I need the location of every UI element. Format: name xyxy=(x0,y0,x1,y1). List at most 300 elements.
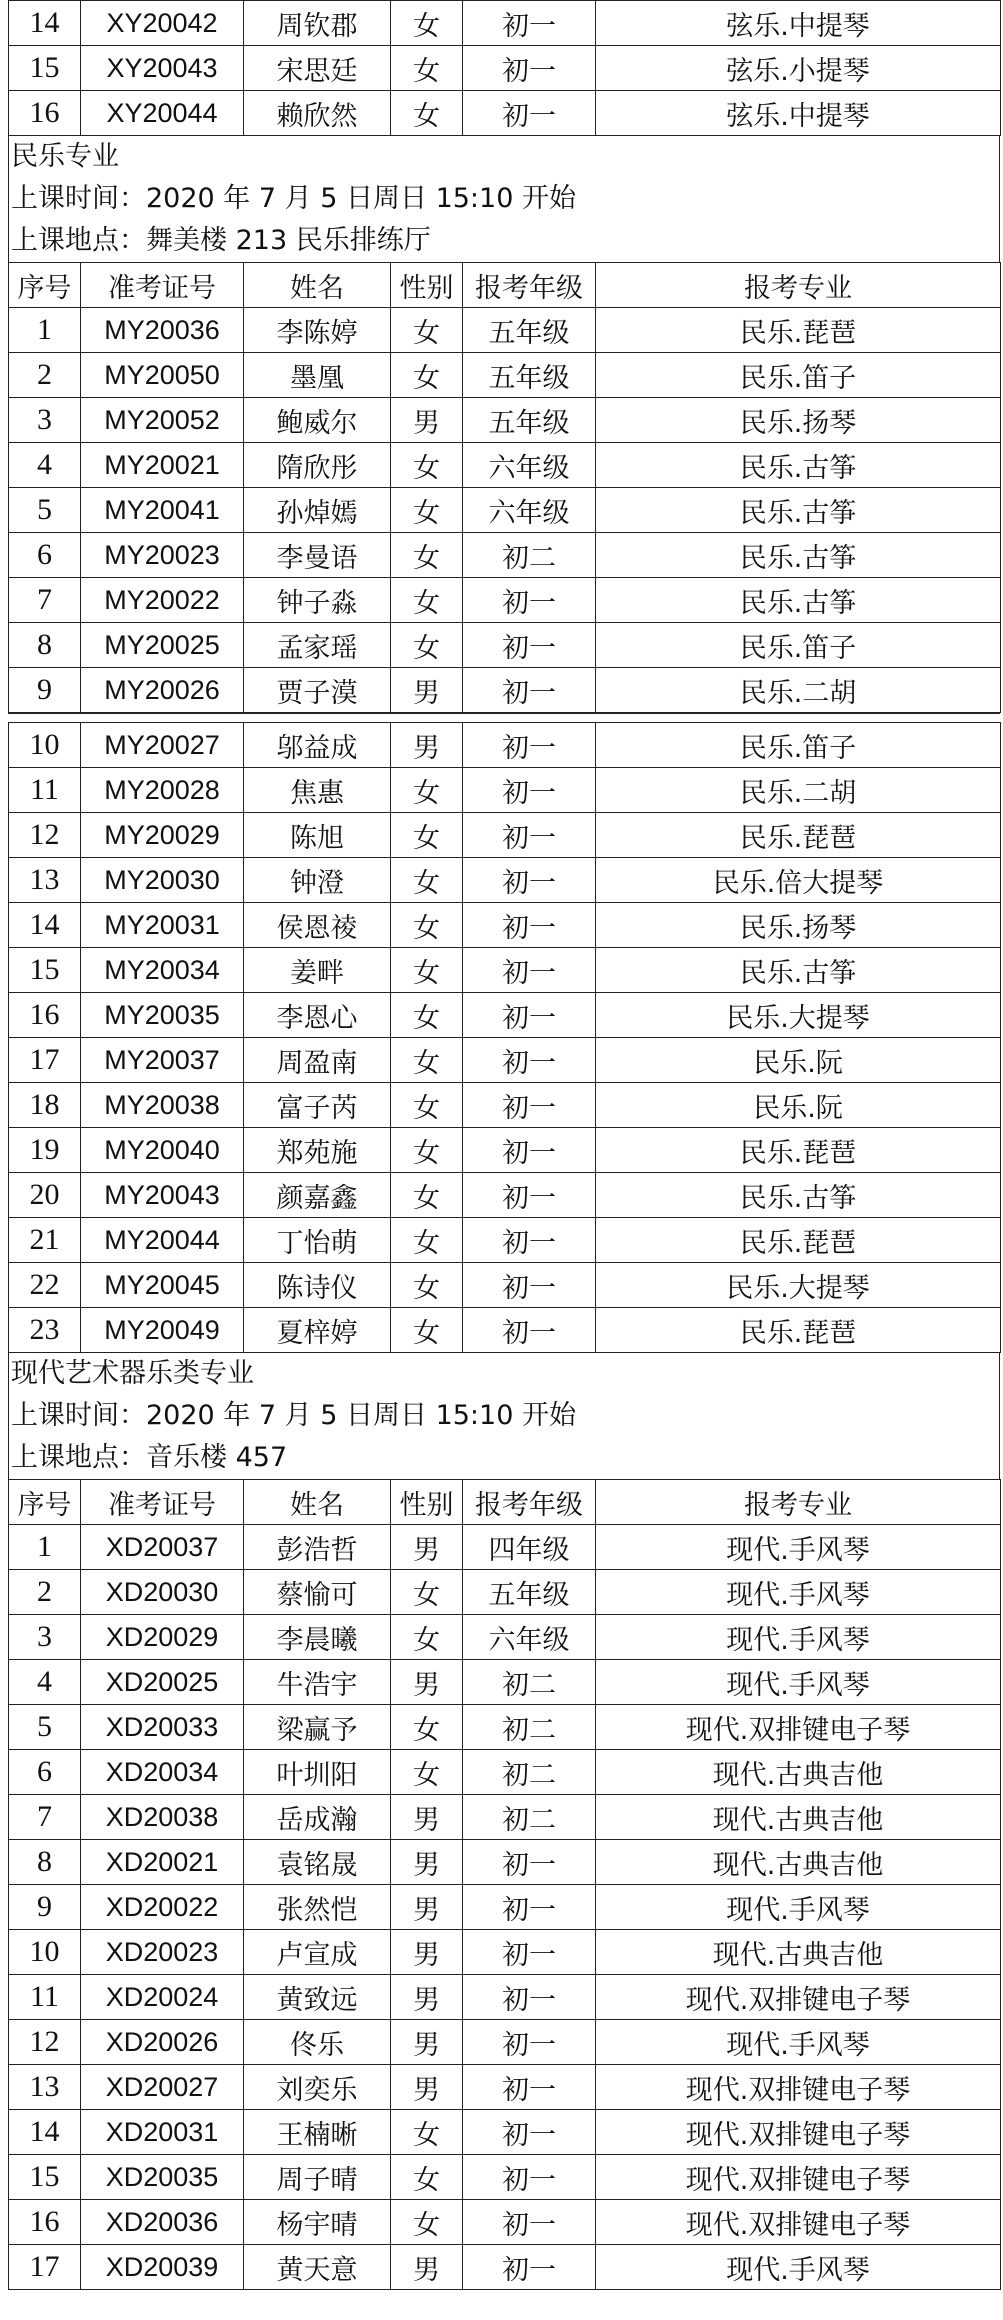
exam-id: MY20050 xyxy=(81,353,244,398)
grade: 初一 xyxy=(463,813,596,858)
student-name: 钟澄 xyxy=(244,858,391,903)
gender: 女 xyxy=(391,533,463,578)
table-row xyxy=(9,91,1001,136)
exam-id: MY20037 xyxy=(81,1038,244,1083)
table-row xyxy=(9,46,1001,91)
gender: 男 xyxy=(391,2020,463,2065)
gender: 女 xyxy=(391,2110,463,2155)
major: 现代.手风琴 xyxy=(596,1885,1001,1930)
gender: 女 xyxy=(391,2155,463,2200)
gender: 女 xyxy=(391,993,463,1038)
row-index: 22 xyxy=(9,1263,81,1308)
exam-id: XD20035 xyxy=(81,2155,244,2200)
student-name: 墨凰 xyxy=(244,353,391,398)
exam-id: MY20045 xyxy=(81,1263,244,1308)
gender: 男 xyxy=(391,1885,463,1930)
exam-id: XD20036 xyxy=(81,2200,244,2245)
exam-id: XD20026 xyxy=(81,2020,244,2065)
row-index: 14 xyxy=(9,903,81,948)
roster-document xyxy=(8,0,1000,2290)
student-name: 孟家瑶 xyxy=(244,623,391,668)
student-name: 蔡愉可 xyxy=(244,1570,391,1615)
grade: 初一 xyxy=(463,993,596,1038)
table-row xyxy=(9,1263,1001,1308)
major: 民乐.琵琶 xyxy=(596,813,1001,858)
major: 民乐.大提琴 xyxy=(596,1263,1001,1308)
exam-id: XY20043 xyxy=(81,46,244,91)
student-name: 鲍威尔 xyxy=(244,398,391,443)
gender: 男 xyxy=(391,398,463,443)
grade: 初一 xyxy=(463,1,596,46)
major: 民乐.笛子 xyxy=(596,623,1001,668)
exam-id: MY20036 xyxy=(81,308,244,353)
table-row xyxy=(9,1173,1001,1218)
major: 现代.双排键电子琴 xyxy=(596,1975,1001,2020)
row-index: 17 xyxy=(9,1038,81,1083)
grade: 初一 xyxy=(463,46,596,91)
exam-id: XY20042 xyxy=(81,1,244,46)
row-index: 8 xyxy=(9,623,81,668)
major: 民乐.笛子 xyxy=(596,723,1001,768)
major: 民乐.古筝 xyxy=(596,443,1001,488)
grade: 初一 xyxy=(463,1128,596,1173)
grade: 初一 xyxy=(463,1038,596,1083)
gender: 女 xyxy=(391,813,463,858)
row-index: 9 xyxy=(9,668,81,713)
major: 现代.手风琴 xyxy=(596,2245,1001,2290)
gender: 女 xyxy=(391,1750,463,1795)
row-index: 4 xyxy=(9,443,81,488)
gender: 女 xyxy=(391,768,463,813)
exam-id: XD20023 xyxy=(81,1930,244,1975)
major: 弦乐.中提琴 xyxy=(596,91,1001,136)
section-info-modern xyxy=(8,1353,1000,1479)
student-name: 隋欣彤 xyxy=(244,443,391,488)
major: 民乐.倍大提琴 xyxy=(596,858,1001,903)
major: 现代.双排键电子琴 xyxy=(596,2200,1001,2245)
major: 民乐.古筝 xyxy=(596,1173,1001,1218)
grade: 初一 xyxy=(463,768,596,813)
row-index: 3 xyxy=(9,398,81,443)
major: 民乐.笛子 xyxy=(596,353,1001,398)
row-index: 7 xyxy=(9,1795,81,1840)
student-name: 侯恩祾 xyxy=(244,903,391,948)
gender: 女 xyxy=(391,1218,463,1263)
exam-id: MY20021 xyxy=(81,443,244,488)
major: 民乐.琵琶 xyxy=(596,308,1001,353)
table-row xyxy=(9,623,1001,668)
major: 现代.手风琴 xyxy=(596,1660,1001,1705)
gender: 女 xyxy=(391,578,463,623)
header-major: 报考专业 xyxy=(596,263,1001,308)
class-time: 上课时间：2020 年 7 月 5 日周日 15:10 开始 xyxy=(11,1400,576,1431)
row-index: 13 xyxy=(9,2065,81,2110)
table-row xyxy=(9,2065,1001,2110)
major: 现代.双排键电子琴 xyxy=(596,2065,1001,2110)
gender: 女 xyxy=(391,1083,463,1128)
table-row xyxy=(9,1660,1001,1705)
major: 现代.古典吉他 xyxy=(596,1750,1001,1795)
row-index: 9 xyxy=(9,1885,81,1930)
grade: 初一 xyxy=(463,2155,596,2200)
student-name: 杨宇晴 xyxy=(244,2200,391,2245)
student-name: 颜嘉鑫 xyxy=(244,1173,391,1218)
grade: 初一 xyxy=(463,948,596,993)
table-row xyxy=(9,1218,1001,1263)
table-row xyxy=(9,2245,1001,2290)
major: 民乐.古筝 xyxy=(596,948,1001,993)
grade: 初二 xyxy=(463,1750,596,1795)
grade: 初一 xyxy=(463,1840,596,1885)
major: 现代.双排键电子琴 xyxy=(596,1705,1001,1750)
grade: 初一 xyxy=(463,1975,596,2020)
student-name: 佟乐 xyxy=(244,2020,391,2065)
exam-id: XD20037 xyxy=(81,1525,244,1570)
exam-id: XD20024 xyxy=(81,1975,244,2020)
student-name: 王楠晰 xyxy=(244,2110,391,2155)
header-grade: 报考年级 xyxy=(463,1480,596,1525)
grade: 六年级 xyxy=(463,1615,596,1660)
exam-id: MY20027 xyxy=(81,723,244,768)
row-index: 4 xyxy=(9,1660,81,1705)
grade: 四年级 xyxy=(463,1525,596,1570)
class-location: 上课地点：音乐楼 457 xyxy=(11,1442,288,1473)
major: 现代.古典吉他 xyxy=(596,1930,1001,1975)
row-index: 21 xyxy=(9,1218,81,1263)
student-name: 富子芮 xyxy=(244,1083,391,1128)
gender: 男 xyxy=(391,1930,463,1975)
exam-id: XD20033 xyxy=(81,1705,244,1750)
gender: 女 xyxy=(391,1128,463,1173)
exam-id: MY20026 xyxy=(81,668,244,713)
major: 现代.双排键电子琴 xyxy=(596,2110,1001,2155)
student-name: 周子晴 xyxy=(244,2155,391,2200)
table-row xyxy=(9,858,1001,903)
header-name: 姓名 xyxy=(244,263,391,308)
student-name: 李恩心 xyxy=(244,993,391,1038)
table-row xyxy=(9,1308,1001,1353)
table-row xyxy=(9,903,1001,948)
table-row xyxy=(9,1083,1001,1128)
student-name: 叶圳阳 xyxy=(244,1750,391,1795)
student-name: 黄天意 xyxy=(244,2245,391,2290)
major: 民乐.二胡 xyxy=(596,668,1001,713)
gender: 男 xyxy=(391,668,463,713)
grade: 初一 xyxy=(463,1218,596,1263)
student-name: 孙焯嫣 xyxy=(244,488,391,533)
grade: 初一 xyxy=(463,668,596,713)
table-row xyxy=(9,308,1001,353)
header-major: 报考专业 xyxy=(596,1480,1001,1525)
student-name: 邬益成 xyxy=(244,723,391,768)
student-name: 李陈婷 xyxy=(244,308,391,353)
folk-table xyxy=(8,262,1001,713)
exam-id: MY20030 xyxy=(81,858,244,903)
exam-id: MY20023 xyxy=(81,533,244,578)
major: 民乐.琵琶 xyxy=(596,1128,1001,1173)
major: 弦乐.中提琴 xyxy=(596,1,1001,46)
grade: 初一 xyxy=(463,1885,596,1930)
grade: 初一 xyxy=(463,903,596,948)
grade: 初一 xyxy=(463,91,596,136)
grade: 初一 xyxy=(463,2065,596,2110)
grade: 六年级 xyxy=(463,488,596,533)
header-exam-id: 准考证号 xyxy=(81,1480,244,1525)
row-index: 2 xyxy=(9,1570,81,1615)
exam-id: MY20038 xyxy=(81,1083,244,1128)
gender: 女 xyxy=(391,1,463,46)
table-row xyxy=(9,1930,1001,1975)
student-name: 刘奕乐 xyxy=(244,2065,391,2110)
grade: 初一 xyxy=(463,1173,596,1218)
row-index: 10 xyxy=(9,723,81,768)
student-name: 宋思廷 xyxy=(244,46,391,91)
gender: 女 xyxy=(391,903,463,948)
exam-id: MY20022 xyxy=(81,578,244,623)
page-gap xyxy=(8,713,1000,722)
grade: 五年级 xyxy=(463,353,596,398)
student-name: 郑苑施 xyxy=(244,1128,391,1173)
grade: 初一 xyxy=(463,623,596,668)
student-name: 贾子漠 xyxy=(244,668,391,713)
table-row xyxy=(9,1840,1001,1885)
row-index: 16 xyxy=(9,993,81,1038)
student-name: 赖欣然 xyxy=(244,91,391,136)
gender: 女 xyxy=(391,1308,463,1353)
table-row xyxy=(9,1795,1001,1840)
student-name: 李晨曦 xyxy=(244,1615,391,1660)
major: 民乐.扬琴 xyxy=(596,398,1001,443)
exam-id: XD20029 xyxy=(81,1615,244,1660)
row-index: 1 xyxy=(9,1525,81,1570)
exam-id: XD20021 xyxy=(81,1840,244,1885)
exam-id: MY20052 xyxy=(81,398,244,443)
row-index: 16 xyxy=(9,91,81,136)
exam-id: MY20041 xyxy=(81,488,244,533)
table-row xyxy=(9,578,1001,623)
gender: 女 xyxy=(391,46,463,91)
major: 民乐.阮 xyxy=(596,1038,1001,1083)
row-index: 15 xyxy=(9,948,81,993)
major: 现代.手风琴 xyxy=(596,1615,1001,1660)
major: 现代.双排键电子琴 xyxy=(596,2155,1001,2200)
row-index: 14 xyxy=(9,1,81,46)
row-index: 1 xyxy=(9,308,81,353)
grade: 初一 xyxy=(463,2110,596,2155)
row-index: 15 xyxy=(9,2155,81,2200)
student-name: 卢宣成 xyxy=(244,1930,391,1975)
major: 民乐.琵琶 xyxy=(596,1308,1001,1353)
grade: 初二 xyxy=(463,533,596,578)
header-exam-id: 准考证号 xyxy=(81,263,244,308)
student-name: 陈诗仪 xyxy=(244,1263,391,1308)
exam-id: XD20034 xyxy=(81,1750,244,1795)
row-index: 15 xyxy=(9,46,81,91)
major: 民乐.古筝 xyxy=(596,578,1001,623)
gender: 男 xyxy=(391,2065,463,2110)
row-index: 23 xyxy=(9,1308,81,1353)
student-name: 梁赢予 xyxy=(244,1705,391,1750)
exam-id: XD20027 xyxy=(81,2065,244,2110)
table-row xyxy=(9,993,1001,1038)
header-gender: 性别 xyxy=(391,1480,463,1525)
row-index: 18 xyxy=(9,1083,81,1128)
grade: 六年级 xyxy=(463,443,596,488)
student-name: 夏梓婷 xyxy=(244,1308,391,1353)
exam-id: MY20040 xyxy=(81,1128,244,1173)
exam-id: MY20035 xyxy=(81,993,244,1038)
exam-id: MY20025 xyxy=(81,623,244,668)
header-name: 姓名 xyxy=(244,1480,391,1525)
major: 民乐.二胡 xyxy=(596,768,1001,813)
table-row xyxy=(9,1128,1001,1173)
gender: 女 xyxy=(391,443,463,488)
major: 民乐.琵琶 xyxy=(596,1218,1001,1263)
row-index: 20 xyxy=(9,1173,81,1218)
table-row xyxy=(9,723,1001,768)
grade: 初一 xyxy=(463,1263,596,1308)
major: 现代.手风琴 xyxy=(596,1525,1001,1570)
grade: 初一 xyxy=(463,2200,596,2245)
table-row xyxy=(9,1615,1001,1660)
table-row xyxy=(9,1750,1001,1795)
table-header-row xyxy=(9,263,1001,308)
exam-id: MY20034 xyxy=(81,948,244,993)
exam-id: XY20044 xyxy=(81,91,244,136)
table-row xyxy=(9,1885,1001,1930)
grade: 初一 xyxy=(463,1308,596,1353)
exam-id: MY20049 xyxy=(81,1308,244,1353)
folk-table-continued xyxy=(8,722,1001,1353)
student-name: 周钦郡 xyxy=(244,1,391,46)
grade: 初二 xyxy=(463,1705,596,1750)
student-name: 姜畔 xyxy=(244,948,391,993)
row-index: 13 xyxy=(9,858,81,903)
table-row xyxy=(9,2200,1001,2245)
row-index: 12 xyxy=(9,2020,81,2065)
exam-id: XD20030 xyxy=(81,1570,244,1615)
table-header-row xyxy=(9,1480,1001,1525)
gender: 男 xyxy=(391,1525,463,1570)
grade: 初一 xyxy=(463,2020,596,2065)
gender: 女 xyxy=(391,308,463,353)
row-index: 7 xyxy=(9,578,81,623)
gender: 女 xyxy=(391,948,463,993)
table-row xyxy=(9,1975,1001,2020)
grade: 初一 xyxy=(463,1930,596,1975)
row-index: 5 xyxy=(9,1705,81,1750)
table-row xyxy=(9,488,1001,533)
class-location: 上课地点：舞美楼 213 民乐排练厅 xyxy=(11,225,431,256)
gender: 男 xyxy=(391,2245,463,2290)
major: 现代.古典吉他 xyxy=(596,1840,1001,1885)
major: 民乐.古筝 xyxy=(596,533,1001,578)
major: 弦乐.小提琴 xyxy=(596,46,1001,91)
header-index: 序号 xyxy=(9,1480,81,1525)
row-index: 11 xyxy=(9,768,81,813)
major: 民乐.古筝 xyxy=(596,488,1001,533)
table-row xyxy=(9,1705,1001,1750)
grade: 五年级 xyxy=(463,398,596,443)
major: 现代.手风琴 xyxy=(596,2020,1001,2065)
table-row xyxy=(9,443,1001,488)
exam-id: MY20044 xyxy=(81,1218,244,1263)
exam-id: MY20031 xyxy=(81,903,244,948)
gender: 女 xyxy=(391,488,463,533)
row-index: 12 xyxy=(9,813,81,858)
header-index: 序号 xyxy=(9,263,81,308)
table-row xyxy=(9,1,1001,46)
student-name: 黄致远 xyxy=(244,1975,391,2020)
gender: 女 xyxy=(391,858,463,903)
gender: 女 xyxy=(391,1615,463,1660)
major: 现代.古典吉他 xyxy=(596,1795,1001,1840)
student-name: 袁铭晟 xyxy=(244,1840,391,1885)
major: 民乐.阮 xyxy=(596,1083,1001,1128)
gender: 男 xyxy=(391,1975,463,2020)
table-row xyxy=(9,768,1001,813)
row-index: 3 xyxy=(9,1615,81,1660)
exam-id: MY20028 xyxy=(81,768,244,813)
gender: 女 xyxy=(391,623,463,668)
major: 民乐.扬琴 xyxy=(596,903,1001,948)
student-name: 周盈南 xyxy=(244,1038,391,1083)
student-name: 焦惠 xyxy=(244,768,391,813)
gender: 女 xyxy=(391,1705,463,1750)
gender: 女 xyxy=(391,1173,463,1218)
row-index: 17 xyxy=(9,2245,81,2290)
grade: 五年级 xyxy=(463,1570,596,1615)
section-title: 现代艺术器乐类专业 xyxy=(11,1358,254,1389)
header-gender: 性别 xyxy=(391,263,463,308)
grade: 初二 xyxy=(463,1795,596,1840)
major: 民乐.大提琴 xyxy=(596,993,1001,1038)
major: 现代.手风琴 xyxy=(596,1570,1001,1615)
grade: 初一 xyxy=(463,1083,596,1128)
student-name: 牛浩宇 xyxy=(244,1660,391,1705)
gender: 女 xyxy=(391,1570,463,1615)
grade: 初一 xyxy=(463,723,596,768)
student-name: 丁怡萌 xyxy=(244,1218,391,1263)
header-grade: 报考年级 xyxy=(463,263,596,308)
student-name: 陈旭 xyxy=(244,813,391,858)
row-index: 6 xyxy=(9,1750,81,1795)
student-name: 岳成瀚 xyxy=(244,1795,391,1840)
table-row xyxy=(9,533,1001,578)
section-title: 民乐专业 xyxy=(11,141,119,172)
grade: 初一 xyxy=(463,578,596,623)
table-row xyxy=(9,2155,1001,2200)
class-time: 上课时间：2020 年 7 月 5 日周日 15:10 开始 xyxy=(11,183,576,214)
student-name: 李曼语 xyxy=(244,533,391,578)
gender: 男 xyxy=(391,1660,463,1705)
gender: 男 xyxy=(391,1840,463,1885)
gender: 男 xyxy=(391,1795,463,1840)
exam-id: MY20029 xyxy=(81,813,244,858)
gender: 女 xyxy=(391,1263,463,1308)
grade: 五年级 xyxy=(463,308,596,353)
exam-id: XD20022 xyxy=(81,1885,244,1930)
gender: 男 xyxy=(391,723,463,768)
row-index: 16 xyxy=(9,2200,81,2245)
table-row xyxy=(9,1570,1001,1615)
table-row xyxy=(9,813,1001,858)
row-index: 11 xyxy=(9,1975,81,2020)
row-index: 6 xyxy=(9,533,81,578)
gender: 女 xyxy=(391,353,463,398)
row-index: 19 xyxy=(9,1128,81,1173)
student-name: 钟子淼 xyxy=(244,578,391,623)
